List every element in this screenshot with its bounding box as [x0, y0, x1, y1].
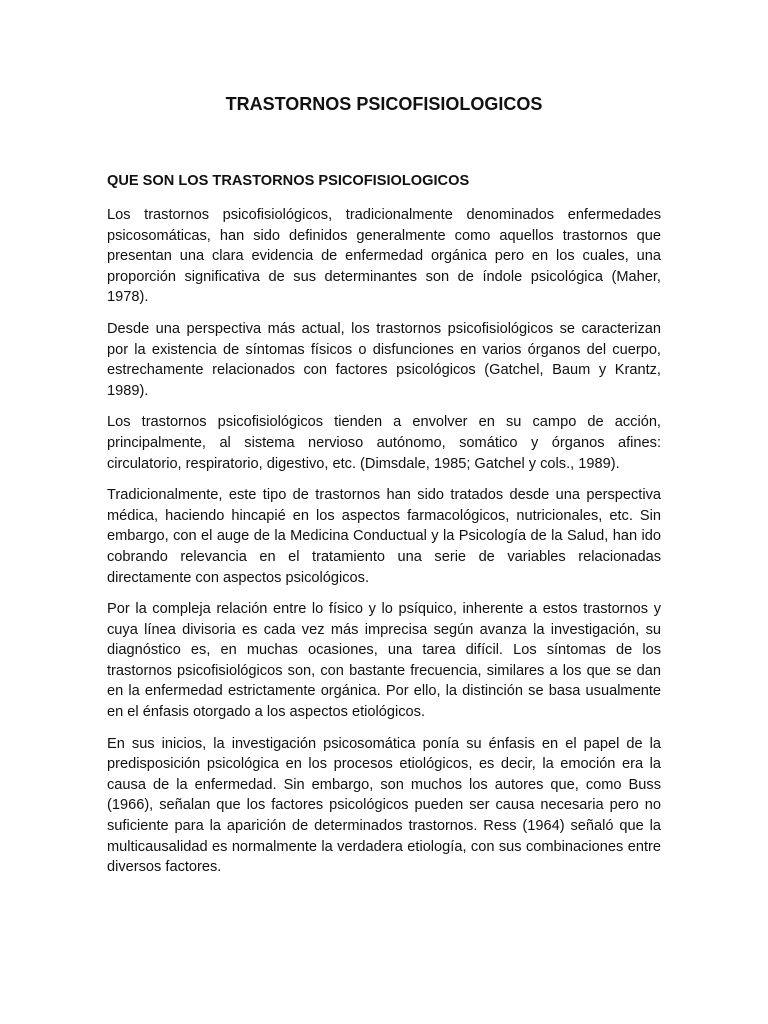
document-body — [107, 205, 661, 889]
paragraph-4: Tradicionalmente, este tipo de trastornos han sido tratados desde una perspectiva médica, haciendo hincapié en los aspectos farmacológicos, nutricionales, etc. Sin embargo, con el auge de la Medicina Conductual y la Psicología de la Salud, han ido cobrando relevancia en el tratamiento una serie de variables relacionadas directamente con aspectos psicológicos. — [107, 487, 661, 586]
paragraph-1: Los trastornos psicofisiológicos, tradicionalmente denominados enfermedades psicosomáticas, han sido definidos generalmente como aquellos trastornos que presentan una clara evidencia de enfermedad orgánica pero en los cuales, una proporción significativa de sus determinantes son de índole psicológica (Maher, 1978). — [107, 207, 661, 306]
paragraph-2: Desde una perspectiva más actual, los trastornos psicofisiológicos se caracterizan por la existencia de síntomas físicos o disfunciones en varios órganos del cuerpo, estrechamente relacionados con factores psicológicos (Gatchel, Baum y Krantz, 1989). — [107, 320, 661, 399]
paragraph-6: En sus inicios, la investigación psicosomática ponía su énfasis en el papel de la predisposición psicológica en los procesos etiológicos, es decir, la emoción era la causa de la enfermedad. Sin embargo, son muchos los autores que, como Buss (1966), señalan que los factores psicológicos pueden ser causa necesaria pero no suficiente para la aparición de determinados trastornos. Ress (1964) señaló que la multicausalidad es normalmente la verdadera etiología, con sus combinaciones entre diversos factores. — [107, 735, 661, 876]
document-title: TRASTORNOS PSICOFISIOLOGICOS — [225, 94, 543, 114]
section-heading: QUE SON LOS TRASTORNOS PSICOFISIOLOGICOS — [107, 173, 470, 189]
paragraph-3: Los trastornos psicofisiológicos tienden a envolver en su campo de acción, principalmente, al sistema nervioso autónomo, somático y órganos afines: circulatorio, respiratorio, digestivo, etc. (Dimsdale, 1985; Gatchel y cols., 1989). — [107, 414, 661, 472]
paragraph-5: Por la compleja relación entre lo físico y lo psíquico, inherente a estos trastornos y cuya línea divisoria es cada vez más imprecisa según avanza la investigación, su diagnóstico es, en muchas ocasiones, una tarea difícil. Los síntomas de los trastornos psicofisiológicos son, con bastante frecuencia, similares a los que se dan en la enfermedad estrictamente orgánica. Por ello, la distinción se basa usualmente en el énfasis otorgado a los aspectos etiológicos. — [107, 601, 661, 721]
